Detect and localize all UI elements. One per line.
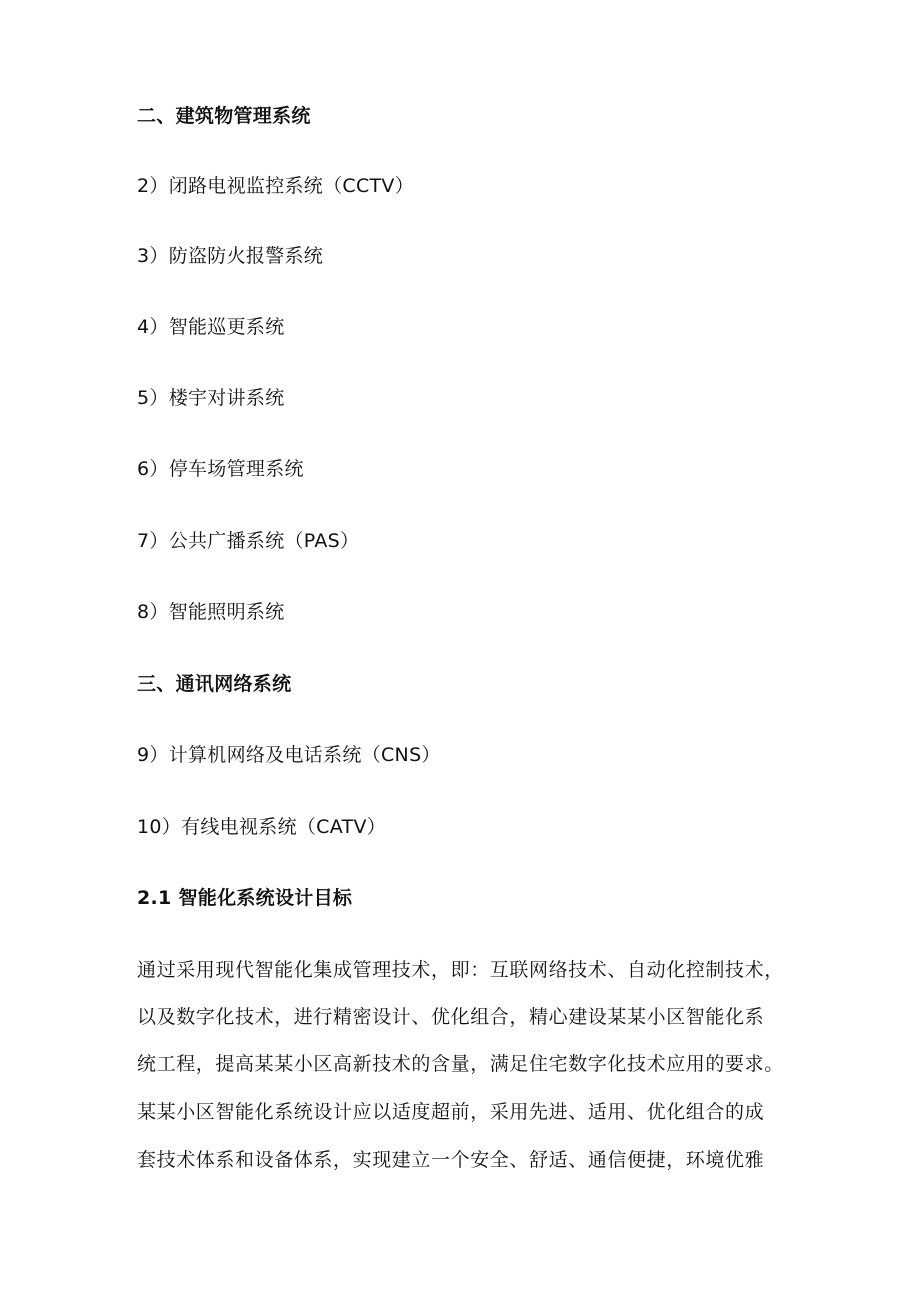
subsection-heading-design-goals: 2.1 智能化系统设计目标 [137, 887, 353, 909]
list-item-cctv: 2）闭路电视监控系统（CCTV） [137, 175, 415, 197]
list-item-lighting: 8）智能照明系统 [137, 601, 285, 623]
paragraph-line: 统工程，提高某某小区高新技术的含量，满足住宅数字化技术应用的要求。 [137, 1053, 784, 1075]
list-item-patrol: 4）智能巡更系统 [137, 316, 285, 338]
section-heading-building-management: 二、建筑物管理系统 [137, 105, 311, 127]
list-item-cns: 9）计算机网络及电话系统（CNS） [137, 744, 441, 766]
list-item-parking: 6）停车场管理系统 [137, 458, 304, 480]
paragraph-line: 某某小区智能化系统设计应以适度超前，采用先进、适用、优化组合的成 [137, 1101, 765, 1123]
section-heading-communication-network: 三、通讯网络系统 [137, 673, 292, 695]
list-item-pas: 7）公共广播系统（PAS） [137, 530, 360, 552]
list-item-catv: 10）有线电视系统（CATV） [137, 816, 387, 838]
paragraph-line: 以及数字化技术，进行精密设计、优化组合，精心建设某某小区智能化系 [137, 1006, 765, 1028]
paragraph-line: 套技术体系和设备体系，实现建立一个安全、舒适、通信便捷，环境优雅 [137, 1149, 765, 1171]
list-item-intercom: 5）楼宇对讲系统 [137, 387, 285, 409]
paragraph-line: 通过采用现代智能化集成管理技术，即：互联网络技术、自动化控制技术， [137, 959, 784, 981]
list-item-alarm: 3）防盗防火报警系统 [137, 245, 324, 267]
